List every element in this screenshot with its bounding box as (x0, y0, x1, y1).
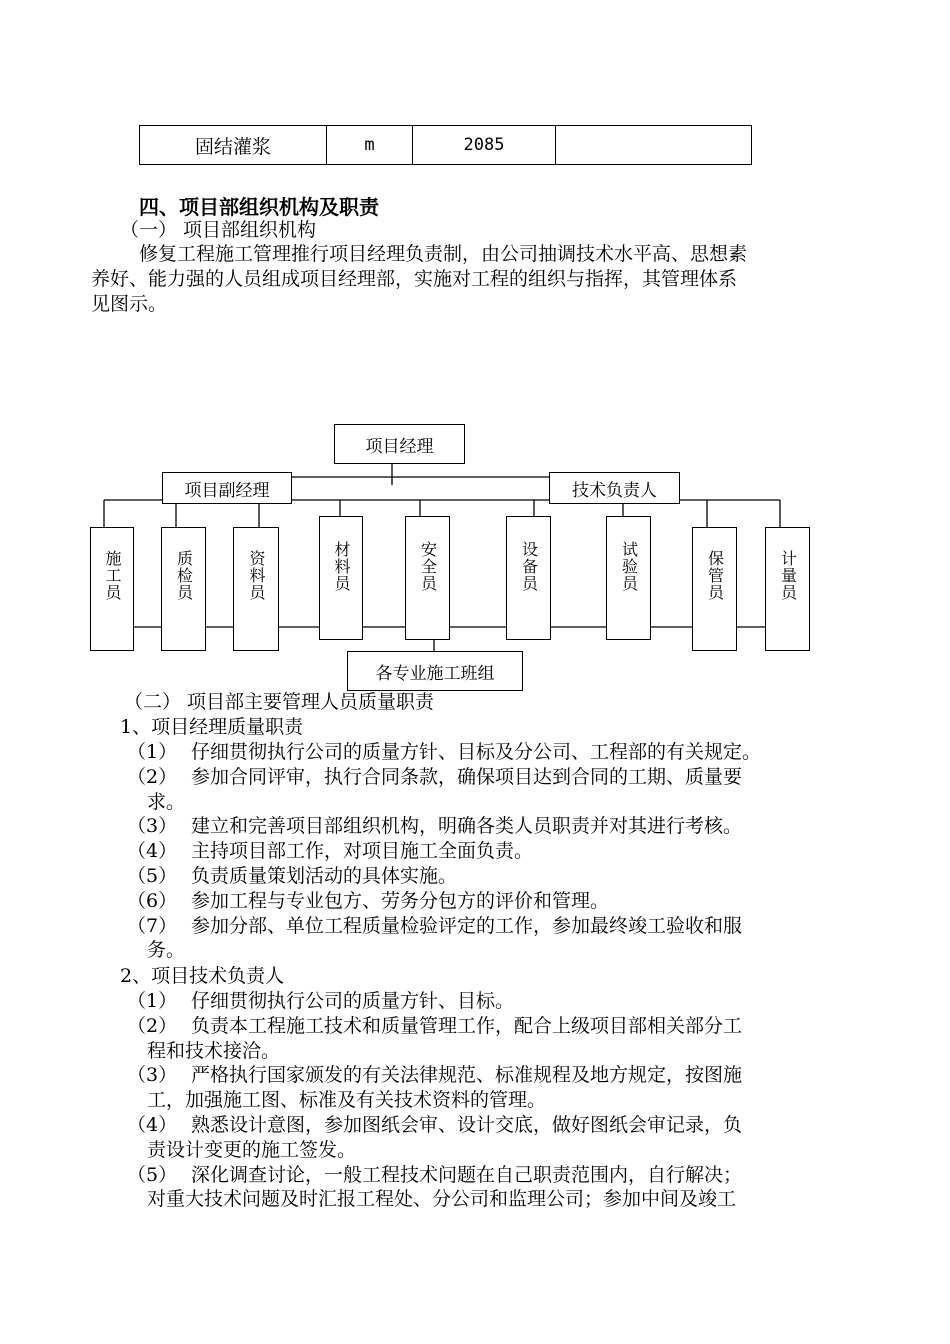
table-cell-remark (556, 126, 752, 165)
org-box-staff (606, 516, 651, 640)
list-item-number: （1） (127, 990, 178, 1012)
list-item-text: 负责本工程施工技术和质量管理工作，配合上级项目部相关部分工 (191, 1014, 743, 1037)
list-item-number: （3） (127, 1064, 178, 1087)
list-item-number: （6） (127, 889, 178, 912)
org-label: 设备员 (519, 541, 539, 592)
org-label: 施工员 (103, 550, 122, 601)
list-item-text: 参加分部、单位工程质量检验评定的工作，参加最终竣工验收和服 (191, 914, 743, 937)
org-box-manager (334, 424, 465, 464)
table-cell-quantity: 2085 (413, 126, 556, 165)
table-cell-item: 固结灌浆 (140, 126, 327, 165)
org-box-staff (692, 527, 737, 651)
org-label: 项目经理 (365, 436, 434, 457)
org-box-staff (506, 516, 551, 640)
list-item-number: （7） (127, 914, 178, 937)
org-box-tech-lead (549, 472, 680, 504)
intro-line: 养好、能力强的人员组成项目经理部，实施对工程的组织与指挥，其管理体系 (91, 268, 738, 290)
duty-group-title: 2、项目技术负责人 (120, 965, 285, 987)
table-cell-unit: m (327, 126, 413, 165)
list-item-text: 负责质量策划活动的具体实施。 (191, 865, 458, 887)
list-item-number: （3） (127, 815, 178, 838)
org-label: 安全员 (418, 541, 438, 592)
list-item-continuation: 责设计变更的施工签发。 (147, 1138, 357, 1161)
org-label: 材料员 (332, 541, 351, 592)
org-box-teams (347, 651, 523, 691)
list-item-continuation: 对重大技术问题及时汇报工程处、分公司和监理公司；参加中间及竣工 (147, 1188, 737, 1211)
intro-line: 见图示。 (91, 293, 168, 315)
list-item-continuation: 程和技术接洽。 (147, 1039, 281, 1062)
org-box-staff (405, 516, 450, 640)
list-item-text: 仔细贯彻执行公司的质量方针、目标及分公司、工程部的有关规定。 (191, 741, 762, 763)
list-item-text: 建立和完善项目部组织机构，明确各类人员职责并对其进行考核。 (191, 815, 743, 838)
org-box-staff (233, 527, 279, 651)
org-label: 资料员 (247, 550, 266, 601)
intro-line: 修复工程施工管理推行项目经理负责制，由公司抽调技术水平高、思想素 (139, 243, 748, 265)
org-label: 项目副经理 (184, 480, 270, 501)
org-label: 保管员 (705, 550, 725, 601)
list-item-text: 熟悉设计意图，参加图纸会审、设计交底，做好图纸会审记录，负 (191, 1114, 743, 1136)
list-item-continuation: 工，加强施工图、标准及有关技术资料的管理。 (147, 1089, 547, 1112)
org-label: 质检员 (174, 550, 194, 601)
list-item-number: （5） (127, 1163, 178, 1186)
org-label: 各专业施工班组 (375, 663, 495, 684)
subsection-title: （一） 项目部组织机构 (120, 219, 317, 241)
list-item-text: 主持项目部工作，对项目施工全面负责。 (191, 840, 534, 863)
list-item-text: 参加工程与专业包方、劳务分包方的评价和管理。 (191, 889, 610, 912)
org-box-staff (765, 527, 810, 651)
list-item-text: 参加合同评审，执行合同条款，确保项目达到合同的工期、质量要 (191, 765, 743, 788)
list-item-continuation: 务。 (147, 939, 186, 962)
quantity-table (139, 125, 752, 165)
list-item-text: 仔细贯彻执行公司的质量方针、目标。 (191, 990, 515, 1012)
org-box-staff (90, 527, 134, 651)
list-item-text: 严格执行国家颁发的有关法律规范、标准规程及地方规定，按图施 (191, 1064, 743, 1087)
org-label: 计量员 (778, 550, 798, 601)
list-item-continuation: 求。 (147, 790, 186, 813)
list-item-number: （5） (127, 865, 178, 887)
org-label: 技术负责人 (572, 480, 657, 501)
org-label: 试验员 (619, 541, 639, 592)
list-item-number: （4） (127, 1114, 178, 1136)
duty-group-title: 1、项目经理质量职责 (120, 716, 304, 738)
org-box-staff (319, 516, 363, 640)
list-item-number: （2） (127, 1014, 178, 1037)
list-item-text: 深化调查讨论，一般工程技术问题在自己职责范围内，自行解决； (191, 1163, 743, 1186)
list-item-number: （2） (127, 765, 178, 788)
list-item-number: （1） (127, 741, 178, 763)
org-box-deputy (162, 472, 292, 504)
org-box-staff (161, 527, 206, 651)
subsection-title: （二） 项目部主要管理人员质量职责 (124, 691, 435, 713)
table-row (140, 126, 752, 165)
section-title: 四、项目部组织机构及职责 (139, 195, 379, 219)
list-item-number: （4） (127, 840, 178, 863)
